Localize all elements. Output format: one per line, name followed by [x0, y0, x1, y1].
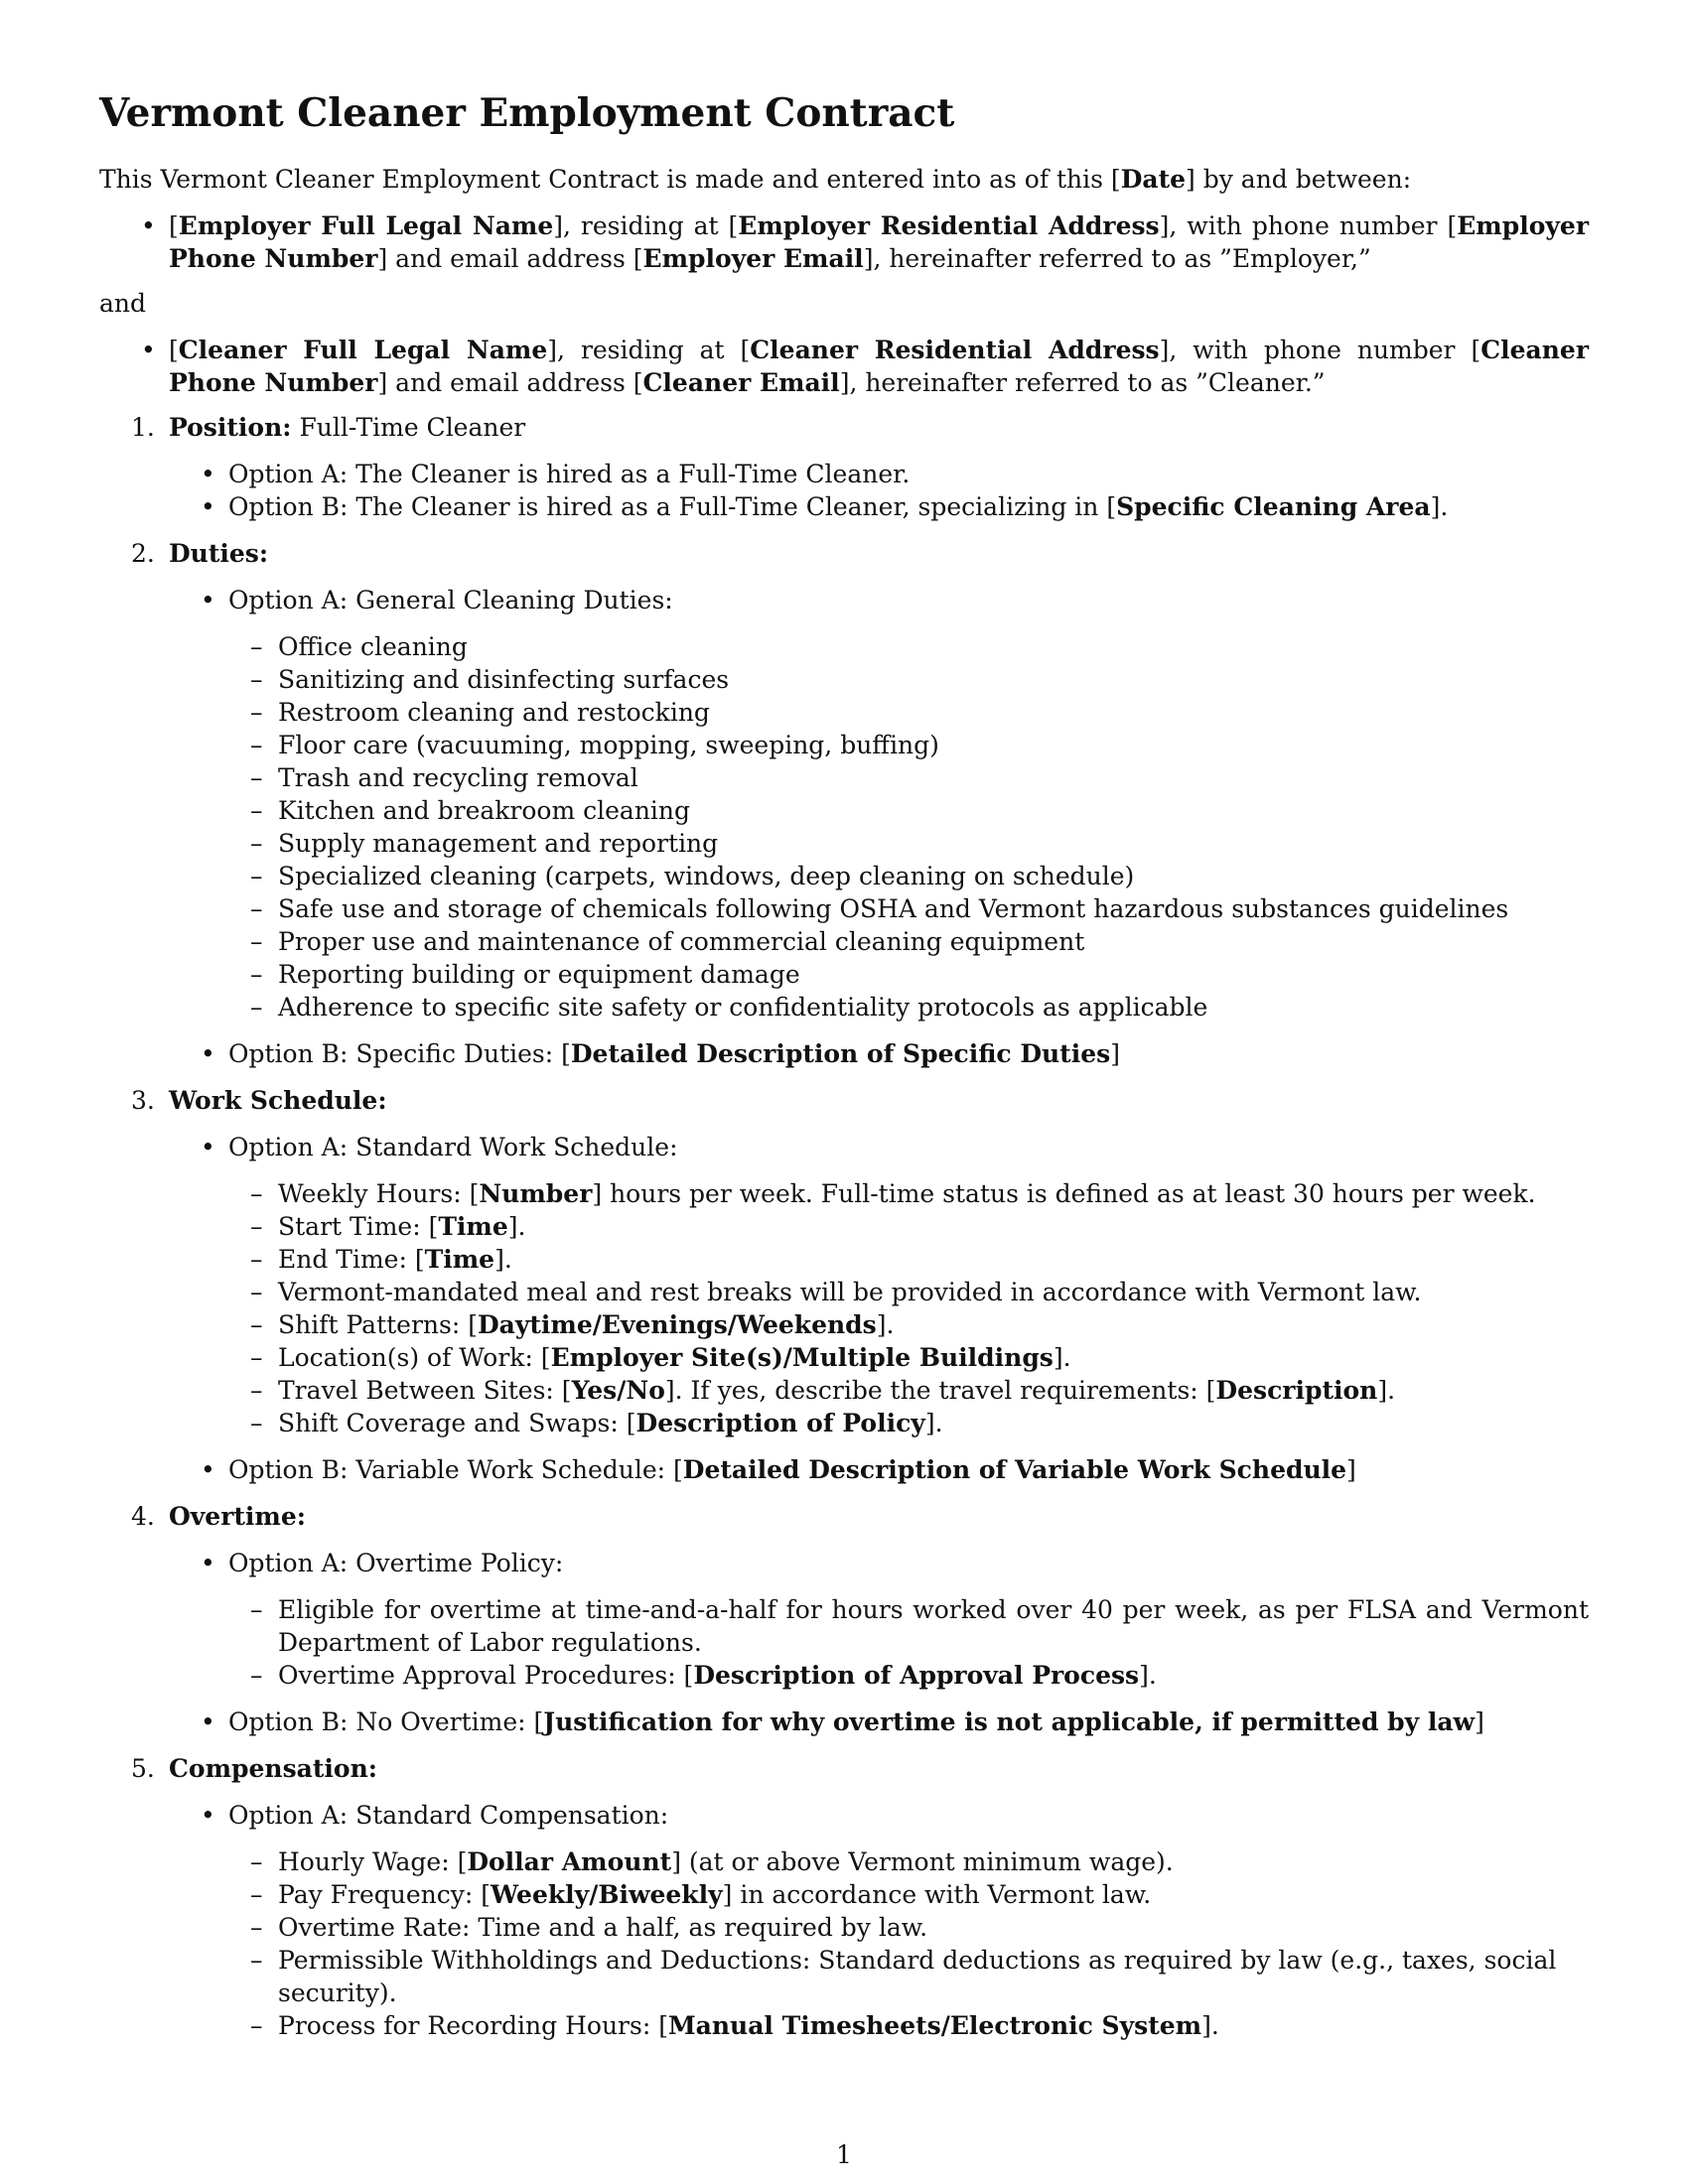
overtime-approval-item: – Overtime Approval Procedures: [Description of Approval Process]. [228, 1659, 1589, 1692]
end-time-field: Time [424, 1245, 495, 1274]
duties-list [228, 630, 1589, 1024]
employer-party: • [Employer Full Legal Name], residing at [Employer Residential Address], with phone number [Employer Phone Number] and email address [Employer Email], hereinafter referred to as ”Employer,” [99, 209, 1589, 275]
document-title: Vermont Cleaner Employment Contract [99, 90, 955, 136]
specific-duties-field: Detailed Description of Specific Duties [570, 1039, 1111, 1068]
cleaner-phone-field: Cleaner Phone Number [169, 336, 1589, 397]
document-page [99, 89, 1589, 2056]
section-title: Overtime: [169, 1502, 307, 1531]
hourly-wage-item: – Hourly Wage: [Dollar Amount] (at or above Vermont minimum wage). [228, 1845, 1589, 1878]
list-item: – Safe use and storage of chemicals following OSHA and Vermont hazardous substances guidelines [228, 892, 1589, 925]
deductions-item: – Permissible Withholdings and Deductions: Standard deductions as required by law (e.g., taxes, social security). [228, 1944, 1589, 2009]
schedule-list [228, 1177, 1589, 1439]
duties-option-b: • Option B: Specific Duties: [Detailed Description of Specific Duties] [169, 1037, 1589, 1070]
breaks-item: – Vermont-mandated meal and rest breaks will be provided in accordance with Vermont law. [228, 1276, 1589, 1308]
section-number: 4. [131, 1502, 155, 1531]
overtime-eligible-item: – Eligible for overtime at time-and-a-half for hours worked over 40 per week, as per FLSA and Vermont Department of Labor regulations. [228, 1593, 1589, 1659]
overtime-justification-field: Justification for why overtime is not applicable, if permitted by law [543, 1707, 1476, 1736]
employer-phone-field: Employer Phone Number [169, 211, 1589, 273]
specific-area-field: Specific Cleaning Area [1116, 492, 1431, 521]
cleaner-address-field: Cleaner Residential Address [750, 336, 1160, 364]
section-compensation [99, 1752, 1589, 2042]
intro-paragraph: This Vermont Cleaner Employment Contract is made and entered into as of this [Date] by and between: [99, 165, 1412, 194]
employer-name-field: Employer Full Legal Name [178, 211, 554, 240]
start-time-field: Time [438, 1212, 508, 1241]
section-number: 3. [131, 1086, 155, 1115]
shift-patterns-item: – Shift Patterns: [Daytime/Evenings/Weekends]. [228, 1308, 1589, 1341]
dollar-amount-field: Dollar Amount [467, 1847, 672, 1876]
cleaner-party-list [99, 334, 1589, 399]
duties-option-a: • Option A: General Cleaning Duties: – Office cleaning – Sanitizing and disinfecting surfaces – Restroom cleaning and restocking – Floor care (vacuuming, mopping, sweeping, buffing) – Trash and recycling removal – Kitchen and breakroom cleaning – Supply management and reporting – Specialized cleaning (carpets, windows, deep cleaning on schedule) – Safe use and storage of chemicals following OSHA and Vermont hazardous substances guidelines – Proper use and maintenance of commercial cleaning equipment – Reporting building or equipment damage – Adherence to specific site safety or confidentiality protocols as applicable [169, 584, 1589, 1024]
employer-address-field: Employer Residential Address [738, 211, 1160, 240]
schedule-option-a: • Option A: Standard Work Schedule: – Weekly Hours: [Number] hours per week. Full-time status is defined as at least 30 hours per week. – Start Time: [Time]. – End Time: [Time]. – Vermont-mandated meal and rest breaks will be provided in accordance with Vermont law. – Shift Patterns: [Daytime/Evenings/Weekends]. – Location(s) of Work: [Employer Site(s)/Multiple Buildings]. – Travel Between Sites: [Yes/No]. If yes, describe the travel requirements: [Description]. – Shift Coverage and Swaps: [Description of Policy]. [169, 1131, 1589, 1439]
list-item: – Sanitizing and disinfecting surfaces [228, 663, 1589, 696]
list-item: – Adherence to specific site safety or confidentiality protocols as applicable [228, 991, 1589, 1024]
schedule-option-b: • Option B: Variable Work Schedule: [Detailed Description of Variable Work Schedule] [169, 1453, 1589, 1486]
compensation-list [228, 1845, 1589, 2042]
recording-method-field: Manual Timesheets/Electronic System [667, 2011, 1202, 2040]
overtime-list [228, 1593, 1589, 1692]
section-position: 1. Position: Full-Time Cleaner • Option A: The Cleaner is hired as a Full-Time Cleaner. • Option B: The Cleaner is hired as a Full-Time Cleaner, specializing in [Specific Cleaning Area]. [99, 411, 1589, 523]
coverage-policy-field: Description of Policy [635, 1409, 925, 1437]
contract-sections [99, 411, 1589, 2042]
travel-field: Yes/No [571, 1376, 665, 1405]
list-item: – Supply management and reporting [228, 827, 1589, 860]
position-option-b: • Option B: The Cleaner is hired as a Full-Time Cleaner, specializing in [Specific Cleaning Area]. [169, 490, 1589, 523]
hours-field: Number [479, 1179, 593, 1208]
date-field: Date [1120, 165, 1187, 194]
pay-frequency-item: – Pay Frequency: [Weekly/Biweekly] in accordance with Vermont law. [228, 1878, 1589, 1911]
cleaner-email-field: Cleaner Email [642, 368, 840, 397]
start-time-item: – Start Time: [Time]. [228, 1210, 1589, 1243]
cleaner-party: • [Cleaner Full Legal Name], residing at [Cleaner Residential Address], with phone number [Cleaner Phone Number] and email address [Cleaner Email], hereinafter referred to as ”Cleaner.” [99, 334, 1589, 399]
list-item: – Specialized cleaning (carpets, windows, deep cleaning on schedule) [228, 860, 1589, 892]
weekly-hours-item: – Weekly Hours: [Number] hours per week. Full-time status is defined as at least 30 hours per week. [228, 1177, 1589, 1210]
section-title: Position: [169, 413, 292, 442]
location-item: – Location(s) of Work: [Employer Site(s)/Multiple Buildings]. [228, 1341, 1589, 1374]
variable-schedule-field: Detailed Description of Variable Work Schedule [682, 1455, 1347, 1484]
employer-party-list [99, 209, 1589, 275]
section-title: Duties: [169, 539, 269, 568]
shift-patterns-field: Daytime/Evenings/Weekends [477, 1310, 877, 1339]
overtime-rate-item: – Overtime Rate: Time and a half, as required by law. [228, 1911, 1589, 1944]
employer-email-field: Employer Email [642, 244, 864, 273]
section-number: 2. [131, 539, 155, 568]
section-work-schedule [99, 1084, 1589, 1486]
list-item: – Restroom cleaning and restocking [228, 696, 1589, 729]
list-item: – Proper use and maintenance of commercial cleaning equipment [228, 925, 1589, 958]
recording-hours-item: – Process for Recording Hours: [Manual Timesheets/Electronic System]. [228, 2009, 1589, 2042]
shift-coverage-item: – Shift Coverage and Swaps: [Description of Policy]. [228, 1407, 1589, 1439]
location-field: Employer Site(s)/Multiple Buildings [550, 1343, 1054, 1372]
list-item: – Floor care (vacuuming, mopping, sweeping, buffing) [228, 729, 1589, 761]
end-time-item: – End Time: [Time]. [228, 1243, 1589, 1276]
position-option-a: • Option A: The Cleaner is hired as a Full-Time Cleaner. [169, 458, 1589, 490]
list-item: – Reporting building or equipment damage [228, 958, 1589, 991]
list-item: – Kitchen and breakroom cleaning [228, 794, 1589, 827]
travel-description-field: Description [1215, 1376, 1378, 1405]
page-number: 1 [836, 2140, 852, 2169]
section-duties [99, 537, 1589, 1070]
compensation-option-a: • Option A: Standard Compensation: – Hourly Wage: [Dollar Amount] (at or above Vermont minimum wage). – Pay Frequency: [Weekly/Biweekly] in accordance with Vermont law. – Overtime Rate: Time and a half, as required by law. – Permissible Withholdings and Deductions: Standard deductions as required by law (e.g., taxes, social security). – Process for Recording Hours: [Manual Timesheets/Electronic System]. [169, 1799, 1589, 2042]
approval-process-field: Description of Approval Process [693, 1661, 1140, 1690]
section-number: 5. [131, 1754, 155, 1783]
pay-frequency-field: Weekly/Biweekly [491, 1880, 723, 1909]
section-overtime [99, 1500, 1589, 1738]
overtime-option-a: • Option A: Overtime Policy: – Eligible for overtime at time-and-a-half for hours worked over 40 per week, as per FLSA and Vermont Department of Labor regulations. – Overtime Approval Procedures: [Description of Approval Process]. [169, 1547, 1589, 1692]
section-title: Compensation: [169, 1754, 377, 1783]
cleaner-name-field: Cleaner Full Legal Name [178, 336, 548, 364]
list-item: – Office cleaning [228, 630, 1589, 663]
list-item: – Trash and recycling removal [228, 761, 1589, 794]
overtime-option-b: • Option B: No Overtime: [Justification for why overtime is not applicable, if permitted by law] [169, 1706, 1589, 1738]
and-connector: and [99, 289, 147, 318]
section-number: 1. [131, 413, 155, 442]
section-title: Work Schedule: [169, 1086, 387, 1115]
travel-item: – Travel Between Sites: [Yes/No]. If yes, describe the travel requirements: [Description]. [228, 1374, 1589, 1407]
